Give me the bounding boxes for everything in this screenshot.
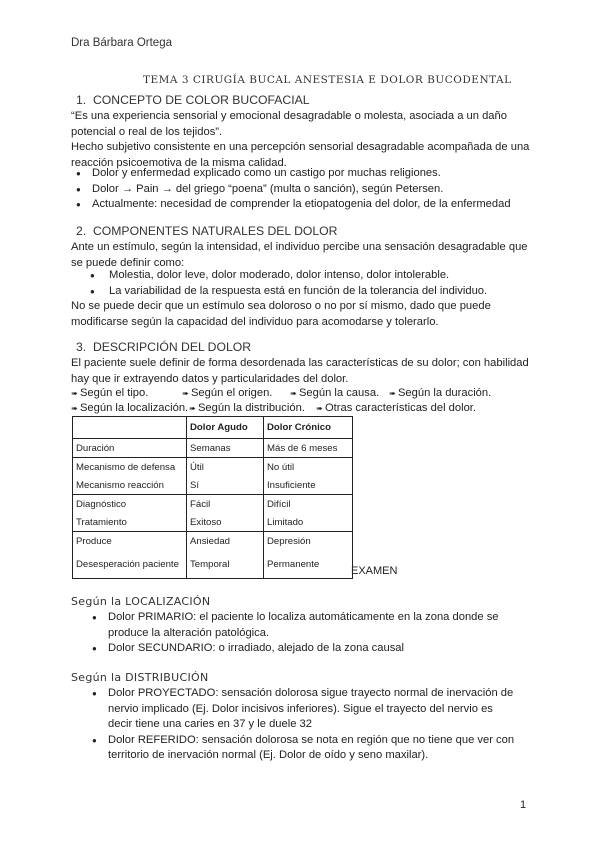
table-cell: Ansiedad [187,532,264,551]
table-cell: Depresión [264,532,353,551]
table-cell: Temporal [187,550,264,579]
document-title: TEMA 3 CIRUGÍA BUCAL ANESTESIA E DOLOR BUCODENTAL [143,74,512,86]
localizacion-heading: Según la LOCALIZACIÓN [71,595,211,608]
section-1-paragraph: Hecho subjetivo consistente en una percepción sensorial desagradable acompañada de una reacción psicoemotiva de la misma calidad. [71,141,530,169]
table-cell: Exitoso [187,513,264,532]
section-2-heading [76,224,337,238]
table-row [73,458,353,477]
examen-label: EXAMEN [351,565,398,577]
table-cell: Duración [73,439,187,458]
table-cell: Produce [73,532,187,551]
section-3-intro: El paciente suele definir de forma desordenada las características de su dolor; con habilidad hay que ir extrayendo datos y particularidades del dolor. [71,357,529,385]
criterion-duracion: ➠ Según la duración. [389,386,491,402]
table-row [73,439,353,458]
table-row [73,513,353,532]
section-3-heading [76,340,251,354]
table-cell: Útil [187,458,264,477]
page-number: 1 [520,799,527,811]
list-item: ● Dolor SECUNDARIO: o irradiado, alejado de la zona causal [87,641,517,657]
table-cell: Diagnóstico [73,495,187,514]
section-2-number: 2. [76,224,87,238]
table-header-cell: Dolor Agudo [187,417,264,439]
table-cell: Permanente [264,550,353,579]
list-item: ● Molestia, dolor leve, dolor moderado, dolor intenso, dolor intolerable. [71,268,551,284]
table-header-cell [73,417,187,439]
table-cell: No útil [264,458,353,477]
section-2-closing: No se puede decir que un estímulo sea doloroso o no por sí mismo, dado que puede modificarse según la capacidad del individuo para acomodarse y tolerarlo. [71,300,491,328]
table-header-cell: Dolor Crónico [264,417,353,439]
table-cell: Difícil [264,495,353,514]
pain-comparison-table [72,416,353,579]
section-2-bullets [71,268,551,299]
section-1-quote: “Es una experiencia sensorial y emocional desagradable o molesta, asociada a un daño potencial o real de los tejidos”. [71,110,507,138]
table-row [73,476,353,495]
list-item: ● Dolor REFERIDO: sensación dolorosa se nota en región que no tiene que ver con territorio de inervación normal (Ej. Dolor de oído y seno maxilar). [87,733,517,764]
section-1-bullets [71,166,551,213]
list-item: ● Dolor PRIMARIO: el paciente lo localiza automáticamente en la zona donde se produce la alteración patológica. [87,610,517,641]
table-cell: Más de 6 meses [264,439,353,458]
table-row [73,532,353,551]
table-cell: Semanas [187,439,264,458]
section-1-heading [76,93,309,107]
localizacion-bullets [87,610,517,657]
section-2-intro: Ante un estímulo, según la intensidad, el individuo percibe una sensación desagradable que se puede definir como: [71,241,528,269]
section-3-title: DESCRIPCIÓN DEL DOLOR [93,340,252,354]
criterion-causa: ➠ Según la causa. [290,386,379,402]
table-row [73,495,353,514]
list-item: ● La variabilidad de la respuesta está en función de la tolerancia del individuo. [71,284,551,300]
list-item: ● Dolor → Pain → del griego “poena” (multa o sanción), según Petersen. [71,182,551,198]
table-cell: Insuficiente [264,476,353,495]
criterion-localizacion: ➠ Según la localización. [71,401,188,417]
section-2-title: COMPONENTES NATURALES DEL DOLOR [93,224,338,238]
list-item: ● Dolor PROYECTADO: sensación dolorosa sigue trayecto normal de inervación de nervio implicado (Ej. Dolor incisivos inferiores). Sigue el trayecto del nervio es decir tiene una caries en 37 y le duele 32 [87,686,517,733]
criterion-origen: ➠ Según el origen. [182,386,272,402]
table-row [73,550,353,579]
section-1-title: CONCEPTO DE COLOR BUCOFACIAL [93,93,310,107]
list-item: ● Actualmente: necesidad de comprender la etiopatogenia del dolor, de la enfermedad [71,197,551,213]
table-cell: Mecanismo de defensa [73,458,187,477]
distribucion-heading: Según la DISTRIBUCIÓN [71,671,209,684]
table-cell: Limitado [264,513,353,532]
criterion-otras: ➠ Otras características del dolor. [316,401,476,417]
table-header-row [73,417,353,439]
table-cell: Fácil [187,495,264,514]
document-author: Dra Bárbara Ortega [71,37,172,49]
table-cell: Desesperación paciente [73,550,187,579]
criterion-distribucion: ➠ Según la distribución. [189,401,305,417]
table-cell: Sí [187,476,264,495]
table-cell: Mecanismo reacción [73,476,187,495]
section-1-number: 1. [76,93,87,107]
criterion-tipo: ➠ Según el tipo. [71,386,148,402]
distribucion-bullets [87,686,517,764]
list-item: ● Dolor y enfermedad explicado como un castigo por muchas religiones. [71,166,551,182]
table-cell: Tratamiento [73,513,187,532]
section-3-number: 3. [76,340,87,354]
